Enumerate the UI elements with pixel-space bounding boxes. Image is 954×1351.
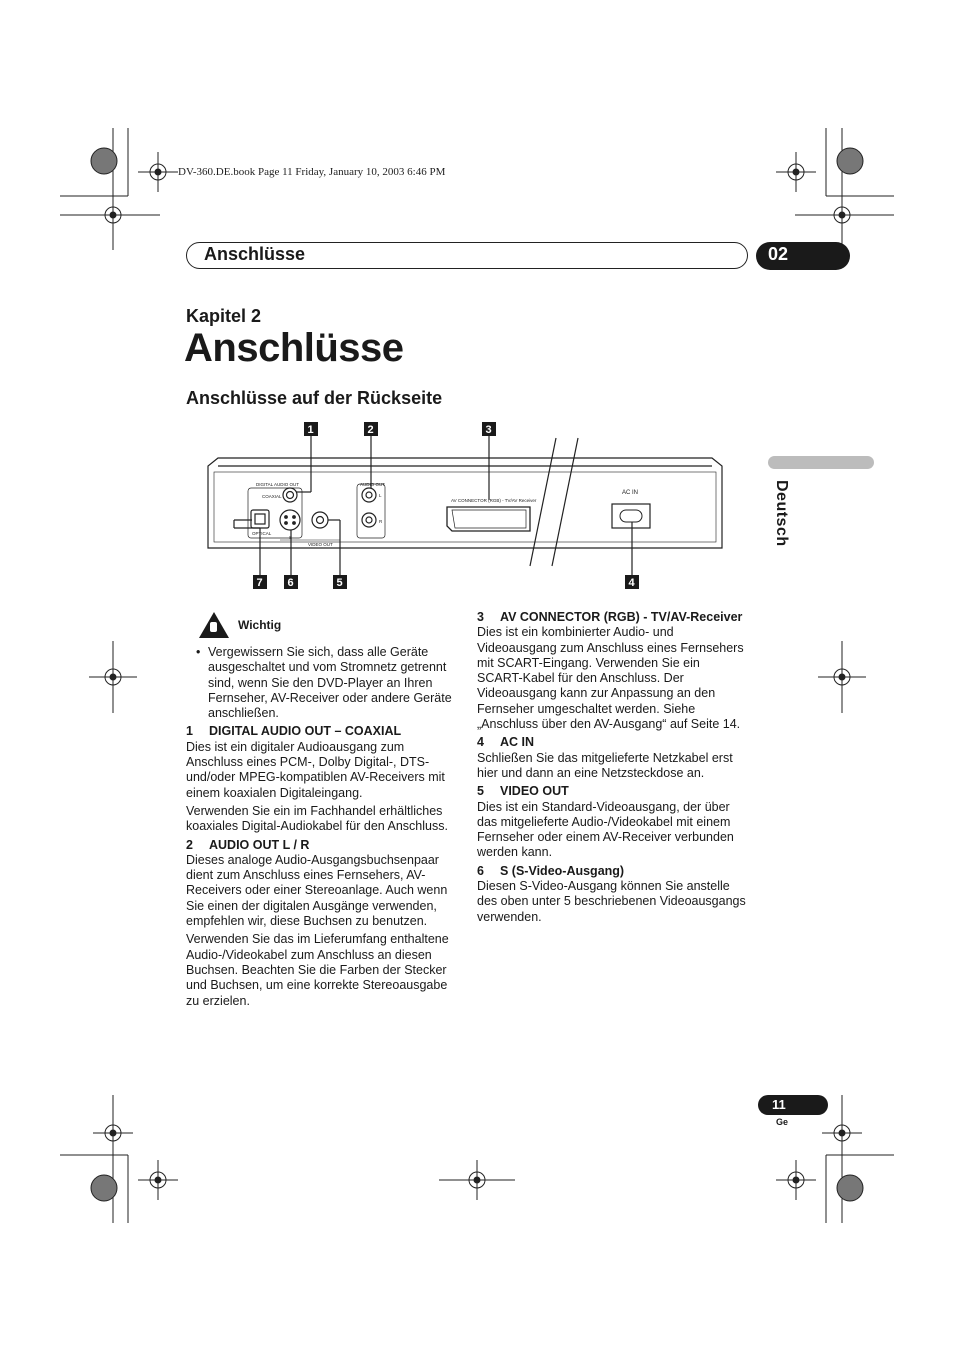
- left_items-heading-1: [186, 724, 454, 739]
- label-r: R: [379, 519, 383, 524]
- label-optical: OPTICAL: [252, 531, 272, 536]
- item-heading-text: DIGITAL AUDIO OUT – COAXIAL: [209, 724, 402, 739]
- item-number: 5: [477, 784, 484, 799]
- header-title: Anschlüsse: [204, 244, 306, 264]
- left_items-heading-2: [186, 838, 454, 853]
- label-coaxial: COAXIAL: [262, 494, 282, 499]
- callout-3: [482, 422, 496, 436]
- callout-3-text: 3: [485, 424, 492, 436]
- item-heading-text: S (S-Video-Ausgang): [500, 863, 625, 878]
- page-number: 11: [772, 1097, 786, 1112]
- warning-icon: [199, 612, 229, 638]
- callout-6-text: 6: [287, 577, 294, 589]
- item-paragraph: Dies ist ein kombinierter Audio- und Videoausgang zum Anschluss eines Fernsehers mit SCART-Eingang. Verwenden Sie ein SCART-Kabel für den Anschluss. Der Videoausgang kann zur Anpassung an den Fernseher umgeschaltet werden. Siehe „Anschluss über den AV-Ausgang“ auf Seite 14.: [477, 625, 744, 732]
- callout-4-text: 4: [628, 577, 635, 589]
- right-column: [477, 607, 747, 925]
- item-paragraph: Schließen Sie das mitgelieferte Netzkabel erst hier und dann an eine Netzsteckdose an.: [477, 750, 733, 780]
- page-number-badge: [758, 1095, 828, 1115]
- callout-6: [284, 575, 298, 589]
- callout-2: [364, 422, 378, 436]
- warning-label: Wichtig: [238, 618, 282, 632]
- callout-7: [253, 575, 267, 589]
- item-paragraph: Dies ist ein Standard-Videoausgang, der über das mitgelieferte Audio-/Videokabel mit einem Fernseher oder einem AV-Receiver verbunden werden kann.: [477, 799, 734, 860]
- item-paragraph: Dies ist ein digitaler Audioausgang zum Anschluss eines PCM-, Dolby Digital-, DTS- und/oder MPEG-kompatiblen AV-Receivers mit einem koaxialen Digitaleingang.: [186, 739, 445, 800]
- label-s: S: [289, 535, 293, 540]
- item-paragraph: Dieses analoge Audio-Ausgangsbuchsenpaar dient zum Anschluss eines Fernsehers, AV-Receivers oder einer Stereoanlage. Auch wenn Sie einen der digitalen Ausgänge verwenden, empfehlen wir, diese Buchsen zu benutzen.: [186, 852, 448, 929]
- callout-1-text: 1: [307, 424, 314, 436]
- item-number: 6: [477, 863, 484, 878]
- item-number: 3: [477, 610, 484, 624]
- label-l: L: [379, 493, 382, 498]
- item-paragraph: Diesen S-Video-Ausgang können Sie anstelle des oben unter 5 beschriebenen Videoausgangs verwenden.: [477, 879, 746, 924]
- book-info-line: DV-360.DE.book Page 11 Friday, January 10, 2003 6:46 PM: [178, 166, 446, 178]
- item-number: 1: [186, 724, 193, 739]
- item-paragraph: Verwenden Sie ein im Fachhandel erhältliches koaxiales Digital-Audiokabel für den Anschluss.: [186, 803, 448, 834]
- chapter-number: 02: [768, 244, 789, 264]
- right_items-heading-4: [477, 735, 747, 750]
- right_items-heading-3: [477, 610, 747, 625]
- left-items: [186, 724, 454, 1008]
- item-heading-text: VIDEO OUT: [500, 784, 569, 799]
- section-title: Anschlüsse auf der Rückseite: [186, 388, 443, 408]
- left-column: [186, 645, 454, 1009]
- chapter-label: Kapitel 2: [186, 306, 262, 326]
- right_items-heading-5: [477, 784, 747, 799]
- label-audio-out: AUDIO OUT: [360, 482, 386, 487]
- right_items-heading-6: [477, 864, 747, 879]
- callout-7-text: 7: [256, 577, 263, 589]
- language-label: Deutsch: [773, 480, 790, 547]
- page-title: Anschlüsse: [184, 326, 404, 370]
- language-code: Ge: [776, 1117, 789, 1127]
- item-heading-text: AV CONNECTOR (RGB) - TV/AV-Receiver: [500, 610, 743, 624]
- item-heading-text: AC IN: [500, 735, 535, 750]
- label-av-connector: AV CONNECTOR (RGB) - TV/AV Receiver: [451, 498, 537, 503]
- callout-4: [625, 575, 639, 589]
- right-items: [477, 610, 747, 925]
- label-video-out: VIDEO OUT: [308, 542, 333, 547]
- callout-2-text: 2: [367, 424, 374, 436]
- callout-1: [304, 422, 318, 436]
- label-ac-in: AC IN: [622, 490, 639, 496]
- item-number: 4: [477, 735, 484, 750]
- warning-bullet: • Vergewissern Sie sich, dass alle Geräte ausgeschaltet und vom Stromnetz getrennt sind, wenn Sie den DVD-Player an Ihren Fernseher, AV-Receiver oder andere Geräte anschließen.: [186, 645, 454, 721]
- label-digital-audio-out: DIGITAL AUDIO OUT: [256, 482, 300, 487]
- item-number: 2: [186, 837, 193, 852]
- callout-5: [333, 575, 347, 589]
- callout-5-text: 5: [336, 577, 343, 589]
- item-heading-text: AUDIO OUT L / R: [209, 837, 310, 852]
- item-paragraph: Verwenden Sie das im Lieferumfang enthaltene Audio-/Videokabel zum Anschluss an diesen Buchsen. Beachten Sie die Farben der Stecker und Buchsen, um eine korrekte Stereoausgabe zu erzielen.: [186, 932, 449, 1008]
